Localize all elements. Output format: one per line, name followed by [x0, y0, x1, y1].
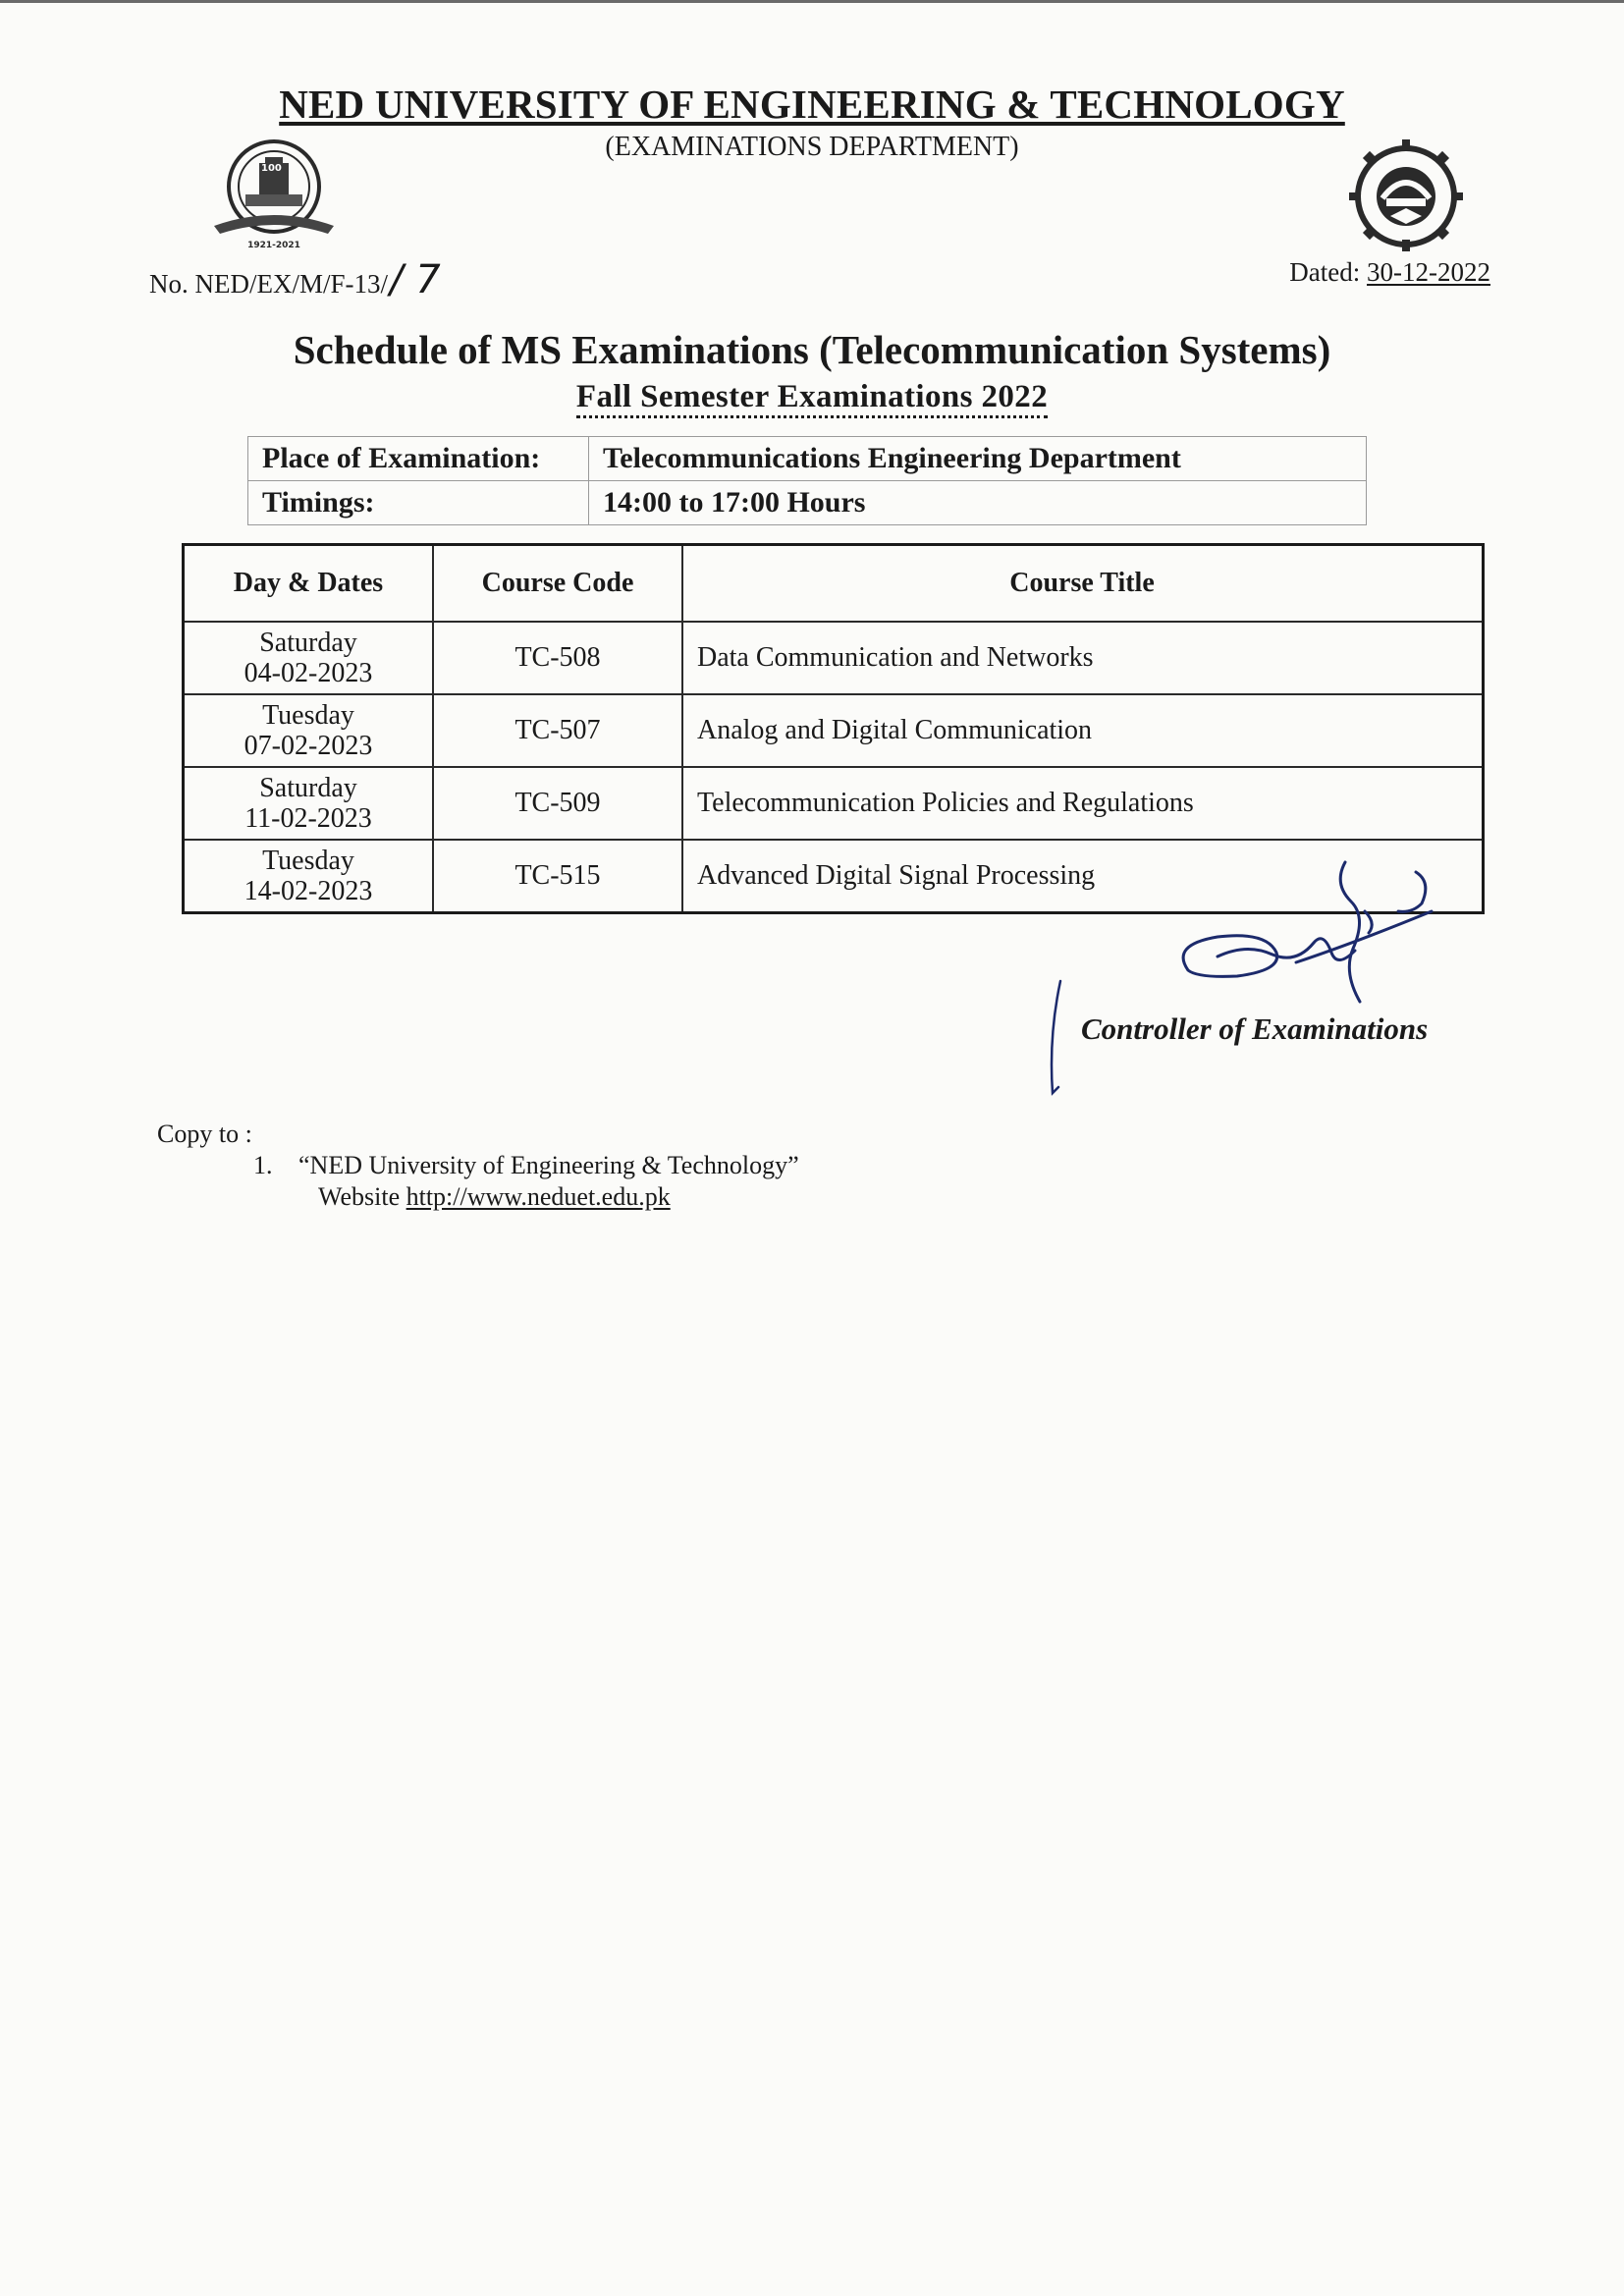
copy-to-website: [318, 1182, 671, 1212]
dated-label: Dated:: [1289, 257, 1361, 287]
date: 07-02-2023: [244, 731, 373, 761]
table-row: [184, 694, 1484, 767]
schedule-subtitle-text: Fall Semester Examinations 2022: [576, 379, 1048, 418]
department-name: (EXAMINATIONS DEPARTMENT): [605, 132, 1019, 162]
day-date-cell: [184, 840, 434, 913]
info-label: Place of Examination:: [248, 437, 589, 481]
day-date-cell: [184, 767, 434, 840]
table-row: [184, 767, 1484, 840]
day-date-cell: [184, 694, 434, 767]
course-code: TC-515: [433, 840, 682, 913]
reference-number-handwritten: / 7: [390, 257, 441, 302]
signatory-designation: Controller of Examinations: [1081, 1011, 1429, 1046]
day: Tuesday: [262, 699, 354, 731]
schedule-subtitle: [0, 379, 1624, 415]
course-code: TC-507: [433, 694, 682, 767]
course-title: Data Communication and Networks: [682, 622, 1484, 694]
svg-text:100: 100: [261, 163, 282, 174]
date: 14-02-2023: [244, 876, 373, 906]
course-code: TC-508: [433, 622, 682, 694]
website-label: Website: [318, 1182, 401, 1211]
date: 11-02-2023: [244, 803, 372, 834]
day: Tuesday: [262, 845, 354, 876]
date: 04-02-2023: [244, 658, 373, 688]
column-header: Day & Dates: [184, 545, 434, 623]
column-header: Course Title: [682, 545, 1484, 623]
copy-to-item-number: 1.: [253, 1151, 273, 1179]
day-date-cell: [184, 622, 434, 694]
copy-to-item: [253, 1151, 799, 1180]
schedule-title: Schedule of MS Examinations (Telecommunication Systems): [293, 327, 1331, 372]
controller-signature: [1159, 854, 1453, 1011]
reference-number: [149, 257, 441, 302]
university-centenary-logo: [210, 136, 338, 253]
info-label: Timings:: [248, 481, 589, 525]
course-title: Analog and Digital Communication: [682, 694, 1484, 767]
date-line: [1289, 257, 1490, 288]
table-row: [184, 622, 1484, 694]
university-name: NED UNIVERSITY OF ENGINEERING & TECHNOLOGY: [279, 82, 1345, 127]
website-link[interactable]: http://www.neduet.edu.pk: [406, 1182, 671, 1211]
top-border-line: [0, 0, 1624, 3]
copy-to-item-text: “NED University of Engineering & Technology”: [298, 1151, 799, 1179]
info-value: 14:00 to 17:00 Hours: [589, 481, 1367, 525]
info-row-timings: [248, 481, 1367, 525]
table-header-row: [184, 545, 1484, 623]
dated-value: 30-12-2022: [1367, 257, 1490, 287]
day: Saturday: [259, 627, 357, 658]
course-title: Telecommunication Policies and Regulations: [682, 767, 1484, 840]
reference-number-text: No. NED/EX/M/F-13/: [149, 269, 388, 299]
signature-bracket-mark: [1043, 977, 1072, 1100]
day: Saturday: [259, 772, 357, 803]
university-crest-logo: [1347, 137, 1465, 253]
column-header: Course Code: [433, 545, 682, 623]
copy-to-label: Copy to :: [157, 1120, 252, 1148]
logo-years-text: 1921-2021: [247, 241, 300, 250]
info-row-place: [248, 437, 1367, 481]
info-value: Telecommunications Engineering Department: [589, 437, 1367, 481]
course-title: Advanced Digital Signal Processing: [682, 840, 1484, 913]
exam-info-table: [247, 436, 1367, 525]
course-code: TC-509: [433, 767, 682, 840]
